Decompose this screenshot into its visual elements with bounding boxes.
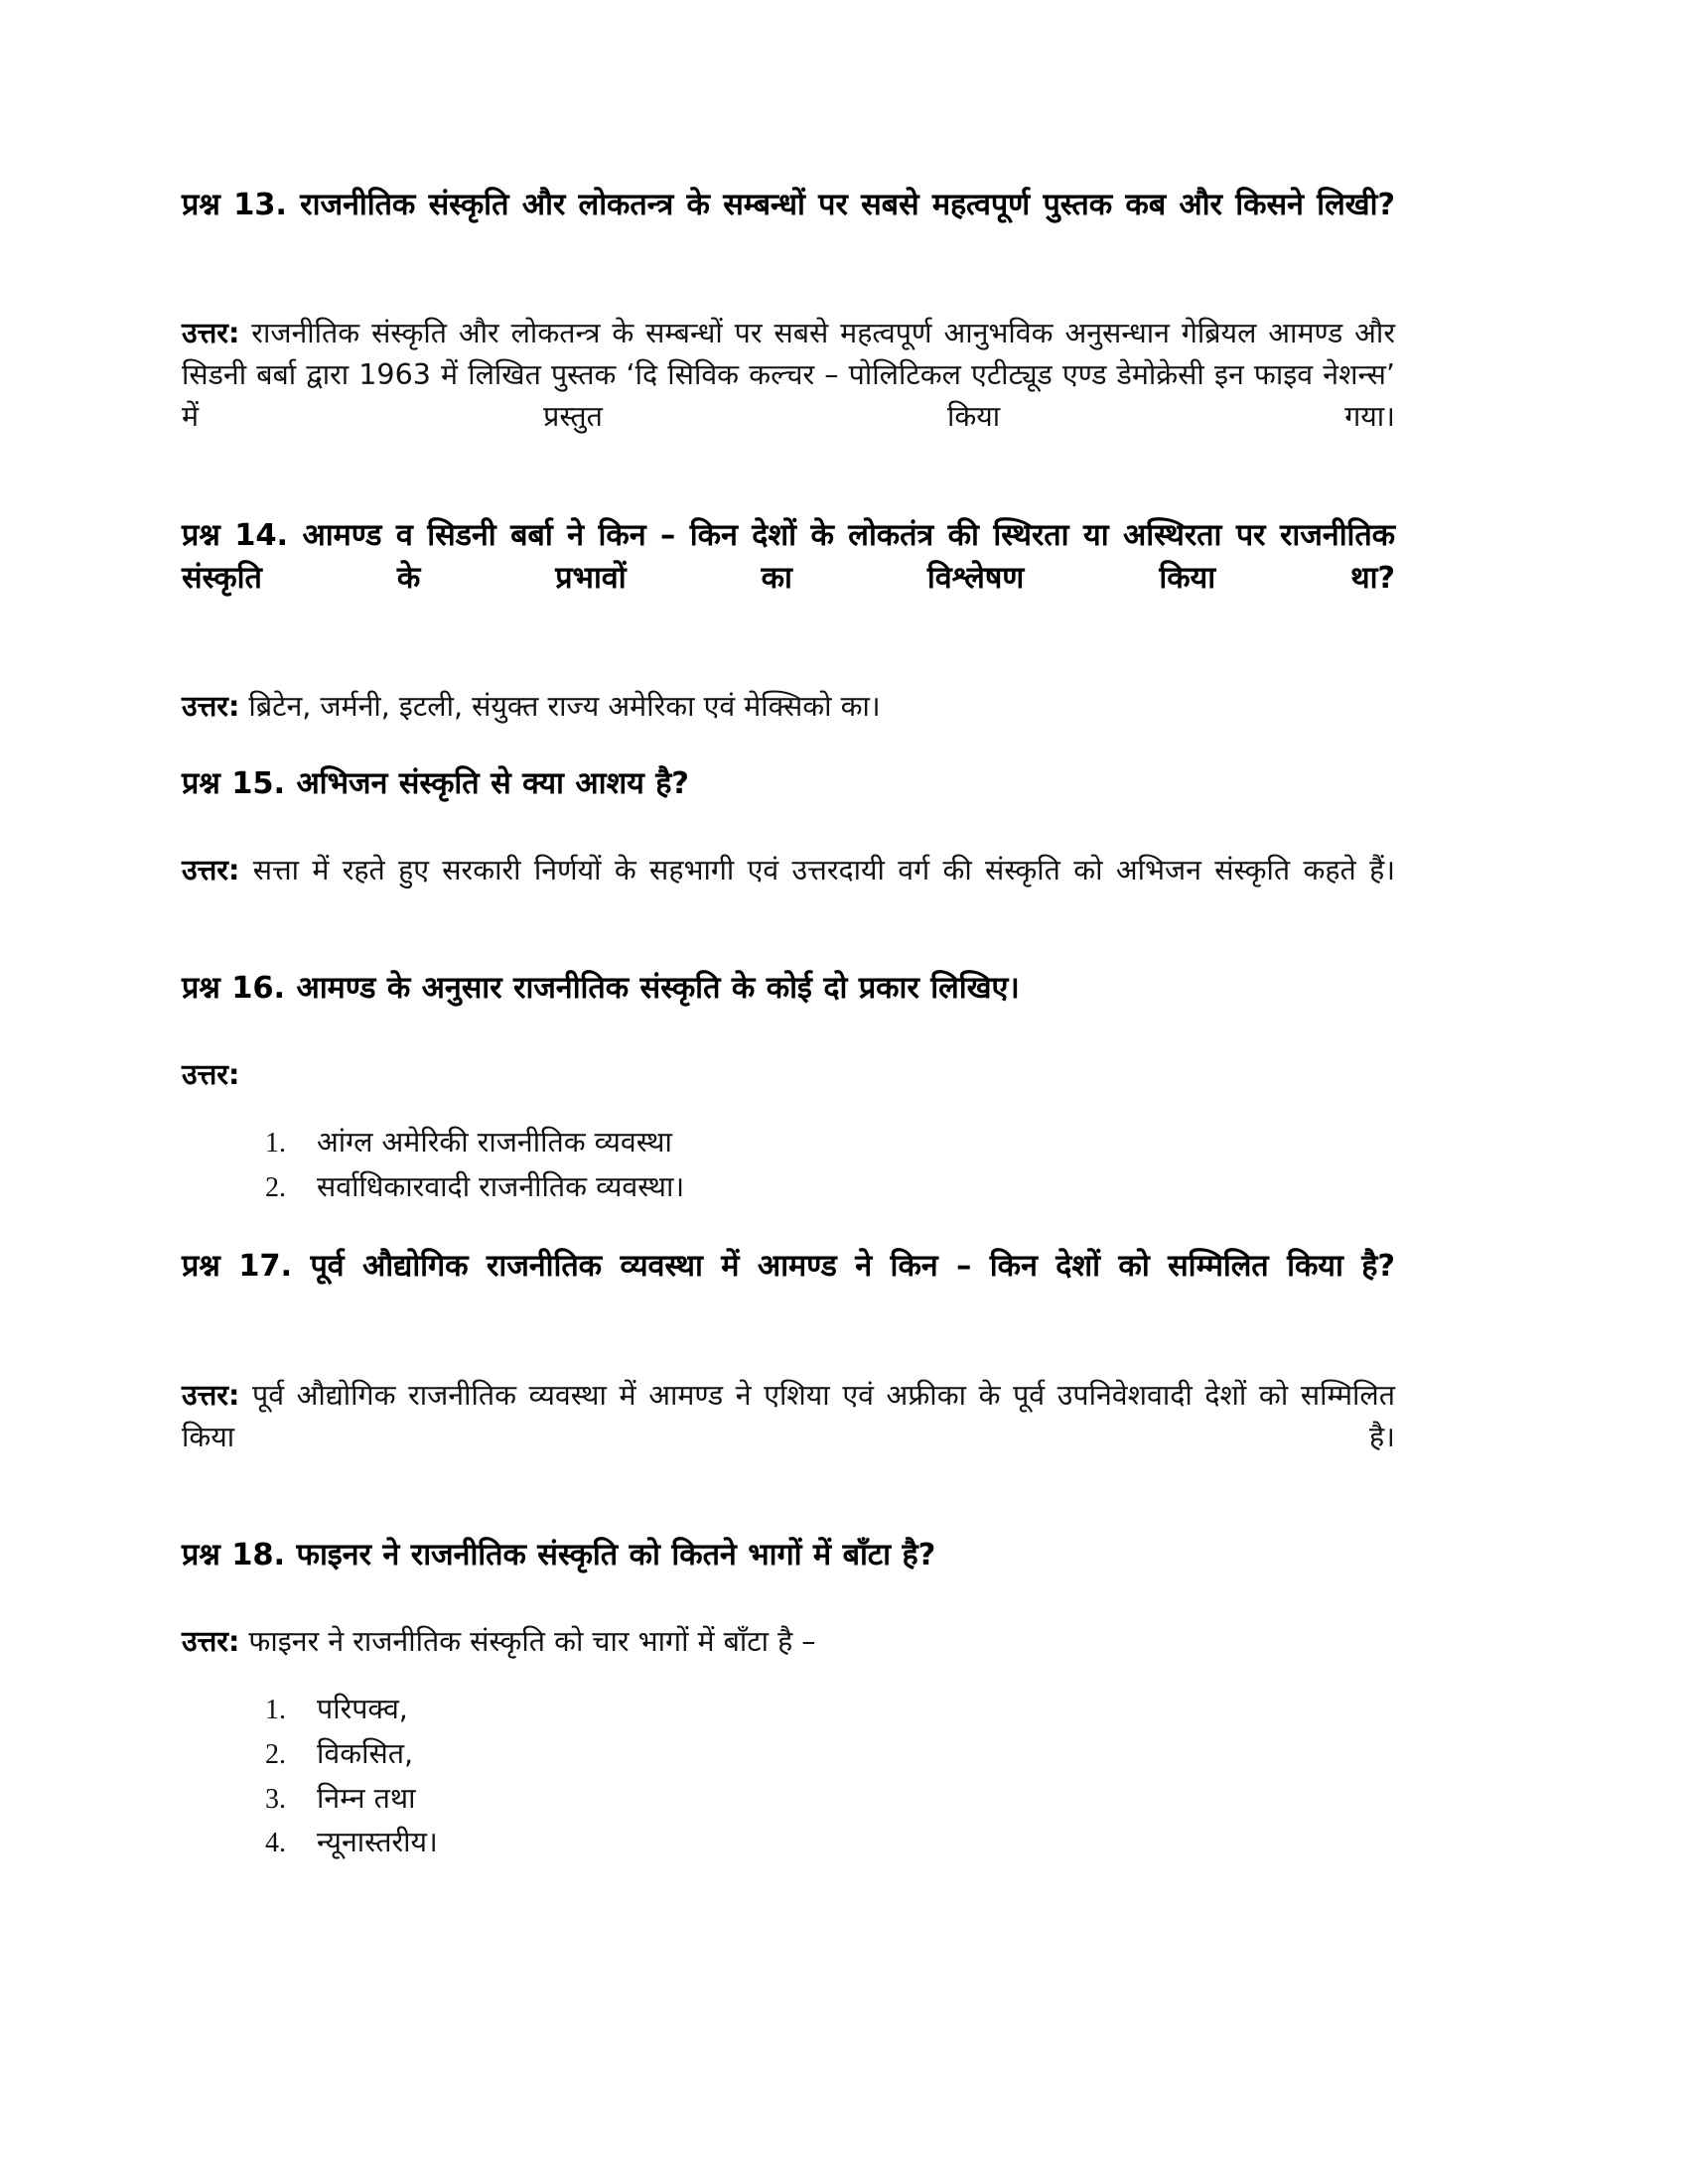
spacer	[182, 810, 1395, 850]
spacer	[182, 273, 1395, 313]
answer-paragraph-13	[182, 313, 1395, 479]
list-item: 1. आंग्ल अमेरिकी राजनीतिक व्यवस्था	[293, 1122, 1395, 1164]
list-item: 2. विकसित,	[293, 1733, 1395, 1776]
answer-label-17: उत्तर:	[182, 1378, 240, 1412]
answer-paragraph-14	[182, 686, 1395, 728]
answer-paragraph-16	[182, 1054, 1395, 1096]
answer-text-17: पूर्व औद्योगिक राजनीतिक व्यवस्था में आमण्ड ने एशिया एवं अफ्रीका के पूर्व उपनिवेशवादी देशों को सम्मिलित किया है।	[182, 1378, 1395, 1453]
question-heading-16: प्रश्न 16. आमण्ड के अनुसार राजनीतिक संस्कृति के कोई दो प्रकार लिखिए।	[182, 971, 1020, 1007]
qa-block-q15	[182, 763, 1395, 932]
qa-block-q16	[182, 968, 1395, 1208]
answer-label-14: उत्तर:	[182, 690, 240, 723]
question-heading-17: प्रश्न 17. पूर्व औद्योगिक राजनीतिक व्यवस्था में आमण्ड ने किन – किन देशों को सम्मिलित किया है?	[182, 1249, 1395, 1285]
answer-text-15: सत्ता में रहते हुए सरकारी निर्णयों के सहभागी एवं उत्तरदायी वर्ग की संस्कृति को अभिजन संस्कृति कहते हैं।	[239, 853, 1395, 887]
list-item: 3. निम्न तथा	[293, 1778, 1395, 1821]
answer-list-16	[182, 1122, 1395, 1209]
answer-label-15: उत्तर:	[182, 853, 240, 887]
spacer	[182, 1335, 1395, 1375]
question-heading-15: प्रश्न 15. अभिजन संस्कृति से क्या आशय है?	[182, 765, 689, 801]
answer-paragraph-15	[182, 850, 1395, 933]
answer-list-18	[182, 1689, 1395, 1864]
answer-text-14: ब्रिटेन, जर्मनी, इटली, संयुक्त राज्य अमेरिका एवं मेक्सिको का।	[239, 690, 881, 723]
spacer	[182, 1210, 1395, 1246]
question-heading-14: प्रश्न 14. आमण्ड व सिडनी बर्बा ने किन – किन देशों के लोकतंत्र की स्थिरता या अस्थिरता पर राजनीतिक संस्कृति के प्रभावों का विश्लेषण किया था?	[182, 517, 1395, 596]
list-item: 2. सर्वाधिकारवादी राजनीतिक व्यवस्था।	[293, 1166, 1395, 1209]
answer-label-13: उत्तर:	[182, 317, 240, 350]
spacer	[182, 728, 1395, 763]
qa-block-q17	[182, 1246, 1395, 1499]
answer-text-13: राजनीतिक संस्कृति और लोकतन्त्र के सम्बन्धों पर सबसे महत्वपूर्ण आनुभविक अनुसन्धान गेब्रियल आमण्ड और सिडनी बर्बा द्वारा 1963 में लिखित पुस्तक ‘दि सिविक कल्चर – पोलिटिकल एटीट्यूड एण्ड डेमोक्रेसी इन फाइव नेशन्स’ में प्रस्तुत किया गया।	[182, 317, 1395, 434]
qa-block-q13	[182, 185, 1395, 479]
list-item: 4. न्यूनास्तरीय।	[293, 1822, 1395, 1864]
spacer	[182, 479, 1395, 515]
qa-block-q18	[182, 1535, 1395, 1864]
document-content	[182, 185, 1395, 1864]
spacer	[182, 1015, 1395, 1054]
answer-label-16: उत्तर:	[182, 1058, 240, 1092]
answer-paragraph-18	[182, 1621, 1395, 1663]
spacer	[182, 1499, 1395, 1535]
spacer	[182, 932, 1395, 968]
answer-label-18: उत्तर:	[182, 1625, 240, 1659]
answer-text-18: फाइनर ने राजनीतिक संस्कृति को चार भागों में बाँटा है –	[239, 1625, 816, 1659]
spacer	[182, 1581, 1395, 1621]
question-heading-13: प्रश्न 13. राजनीतिक संस्कृति और लोकतन्त्र के सम्बन्धों पर सबसे महत्वपूर्ण पुस्तक कब और किसने लिखी?	[182, 188, 1395, 222]
spacer	[182, 646, 1395, 686]
question-heading-18: प्रश्न 18. फाइनर ने राजनीतिक संस्कृति को कितने भागों में बाँटा है?	[182, 1538, 936, 1573]
answer-paragraph-17	[182, 1375, 1395, 1500]
list-item: 1. परिपक्व,	[293, 1689, 1395, 1731]
qa-block-q14	[182, 515, 1395, 728]
